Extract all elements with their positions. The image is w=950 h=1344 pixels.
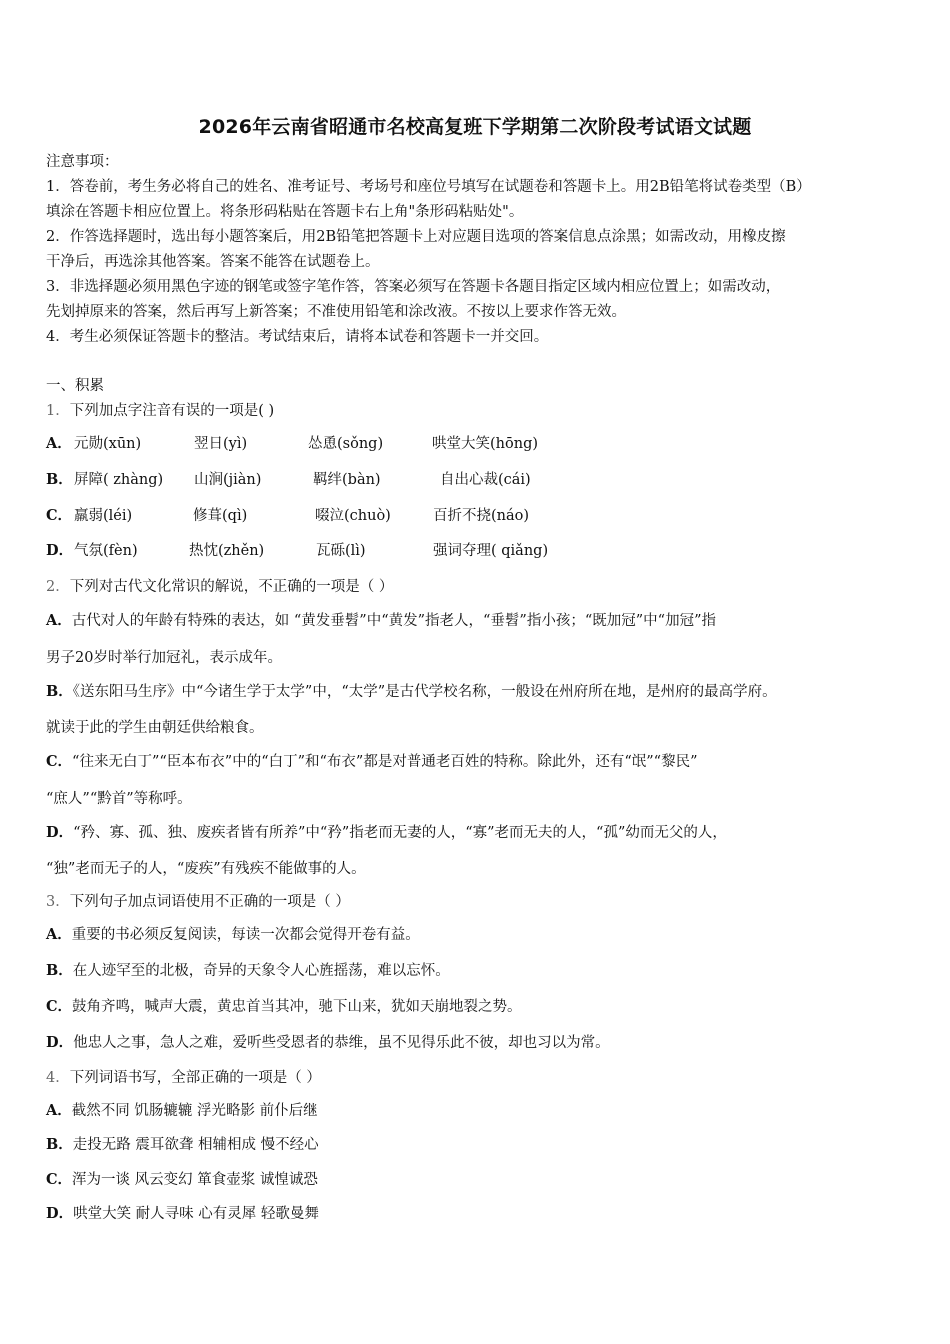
- option-label: A．: [46, 612, 72, 629]
- question-number: 4．: [46, 1070, 70, 1086]
- option-label: A．: [46, 435, 72, 452]
- option-text: 鼓角齐鸣，喊声大震，黄忠首当其冲，驰下山来，犹如天崩地裂之势。: [72, 999, 522, 1015]
- notice-line: 干净后，再选涂其他答案。答案不能答在试题卷上。: [46, 254, 380, 270]
- question-number: 1．: [46, 403, 70, 419]
- question-stem: 下列加点字注音有误的一项是( ): [69, 403, 275, 419]
- option-label: A．: [46, 926, 72, 943]
- option-item: 元勋(xūn): [74, 436, 142, 452]
- option-a: [46, 1101, 318, 1121]
- option-item: 修葺(qì): [193, 508, 248, 524]
- question-number: 3．: [46, 894, 70, 910]
- option-text: 哄堂大笑 耐人寻味 心有灵犀 轻歌曼舞: [73, 1206, 319, 1222]
- option-label: B．: [46, 683, 73, 700]
- option-label: D．: [46, 1205, 74, 1222]
- option-text: 在人迹罕至的北极，奇异的天象令人心旌摇荡，难以忘怀。: [72, 963, 450, 979]
- option-item: 羸弱(léi): [74, 508, 133, 524]
- notice-line: 先划掉原来的答案，然后再写上新答案；不准使用铅笔和涂改液。不按以上要求作答无效。: [46, 304, 626, 320]
- option-d: [46, 823, 727, 843]
- option-item: 啜泣(chuò): [315, 508, 391, 524]
- option-label: D．: [46, 824, 74, 841]
- option-label: A．: [46, 1102, 72, 1119]
- option-label: C．: [46, 1171, 73, 1188]
- option-b: [46, 961, 450, 981]
- option-item: 屏障( zhàng): [74, 472, 164, 488]
- option-text: “矜、寡、孤、独、废疾者皆有所养”中“矜”指老而无妻的人，“寡”老而无夫的人，“孤”幼而无父的人，: [73, 825, 727, 841]
- notice-line: 1．答卷前，考生务必将自己的姓名、准考证号、考场号和座位号填写在试题卷和答题卡上。用2B铅笔将试卷类型（B）: [46, 179, 811, 195]
- option-text: 浑为一谈 风云变幻 箪食壶浆 诚惶诚恐: [72, 1172, 318, 1188]
- question-stem: 下列对古代文化常识的解说，不正确的一项是（ ）: [69, 579, 394, 595]
- question-number: 2．: [46, 579, 70, 595]
- option-label: C．: [46, 507, 73, 524]
- option-label: B．: [46, 1136, 73, 1153]
- option-text: 走投无路 震耳欲聋 相辅相成 慢不经心: [72, 1137, 319, 1153]
- option-item: 怂恿(sǒng): [308, 436, 384, 452]
- option-text: 《送东阳马生序》中“今诸生学于太学”中，“太学”是古代学校名称，一般设在州府所在地，是州府的最高学府。: [72, 684, 777, 700]
- option-label: C．: [46, 753, 73, 770]
- option-b: [46, 682, 777, 702]
- notice-line: 4．考生必须保证答题卡的整洁。考试结束后，请将本试卷和答题卡一并交回。: [46, 329, 549, 345]
- question-stem: 下列词语书写，全部正确的一项是（ ）: [69, 1070, 321, 1086]
- option-label: B．: [46, 962, 73, 979]
- option-item: 热忱(zhěn): [189, 543, 265, 559]
- notice-line: 填涂在答题卡相应位置上。将条形码粘贴在答题卡右上角"条形码粘贴处"。: [46, 204, 524, 220]
- page-title: 2026年云南省昭通市名校高复班下学期第二次阶段考试语文试题: [198, 116, 752, 138]
- question-2: [46, 577, 393, 597]
- option-label: D．: [46, 542, 74, 559]
- option-a: [46, 611, 716, 631]
- option-c: [46, 1170, 318, 1190]
- question-3: [46, 892, 350, 912]
- option-item: 自出心裁(cái): [440, 472, 531, 488]
- option-text: 重要的书必须反复阅读，每读一次都会觉得开卷有益。: [71, 927, 420, 943]
- option-label: C．: [46, 998, 73, 1015]
- option-item: 百折不挠(náo): [433, 508, 530, 524]
- option-c: [46, 752, 698, 772]
- question-1: [46, 401, 274, 421]
- notice-line: 2．作答选择题时，选出每小题答案后，用2B铅笔把答题卡上对应题目选项的答案信息点涂黑；如需改动，用橡皮擦: [46, 229, 786, 245]
- option-continuation: 男子20岁时举行加冠礼，表示成年。: [46, 650, 282, 666]
- option-continuation: “独”老而无子的人，“废疾”有残疾不能做事的人。: [46, 861, 366, 877]
- option-c: [46, 997, 522, 1017]
- option-item: 瓦砾(lì): [316, 543, 366, 559]
- notice-line: 3．非选择题必须用黑色字迹的钢笔或签字笔作答，答案必须写在答题卡各题目指定区域内相应位置上；如需改动，: [46, 279, 781, 295]
- question-4: [46, 1068, 321, 1088]
- option-label: B．: [46, 471, 73, 488]
- option-text: 古代对人的年龄有特殊的表达，如 “黄发垂髫”中“黄发”指老人，“垂髫”指小孩；“既加冠”中“加冠”指: [71, 613, 716, 629]
- option-continuation: “庶人”“黔首”等称呼。: [46, 791, 192, 807]
- option-a: [46, 925, 420, 945]
- option-item: 强词夺理( qiǎng): [433, 543, 549, 559]
- option-item: 哄堂大笑(hōng): [432, 436, 539, 452]
- section-heading: 一、积累: [46, 378, 104, 394]
- option-text: “往来无白丁”“臣本布衣”中的“白丁”和“布衣”都是对普通老百姓的特称。除此外，还有“氓”“黎民”: [72, 754, 698, 770]
- notice-heading: 注意事项：: [46, 154, 119, 170]
- option-text: 截然不同 饥肠辘辘 浮光略影 前仆后继: [71, 1103, 318, 1119]
- option-item: 羁绊(bàn): [313, 472, 381, 488]
- option-d: [46, 1204, 319, 1224]
- option-continuation: 就读于此的学生由朝廷供给粮食。: [46, 720, 264, 736]
- option-b: [46, 1135, 319, 1155]
- option-d: [46, 1033, 610, 1053]
- option-text: 他忠人之事，急人之难，爱听些受恩者的恭维，虽不见得乐此不彼，却也习以为常。: [73, 1035, 610, 1051]
- option-item: 山涧(jiàn): [194, 472, 262, 488]
- option-label: D．: [46, 1034, 74, 1051]
- option-item: 翌日(yì): [194, 436, 248, 452]
- option-item: 气氛(fèn): [74, 543, 138, 559]
- question-stem: 下列句子加点词语使用不正确的一项是（ ）: [69, 894, 350, 910]
